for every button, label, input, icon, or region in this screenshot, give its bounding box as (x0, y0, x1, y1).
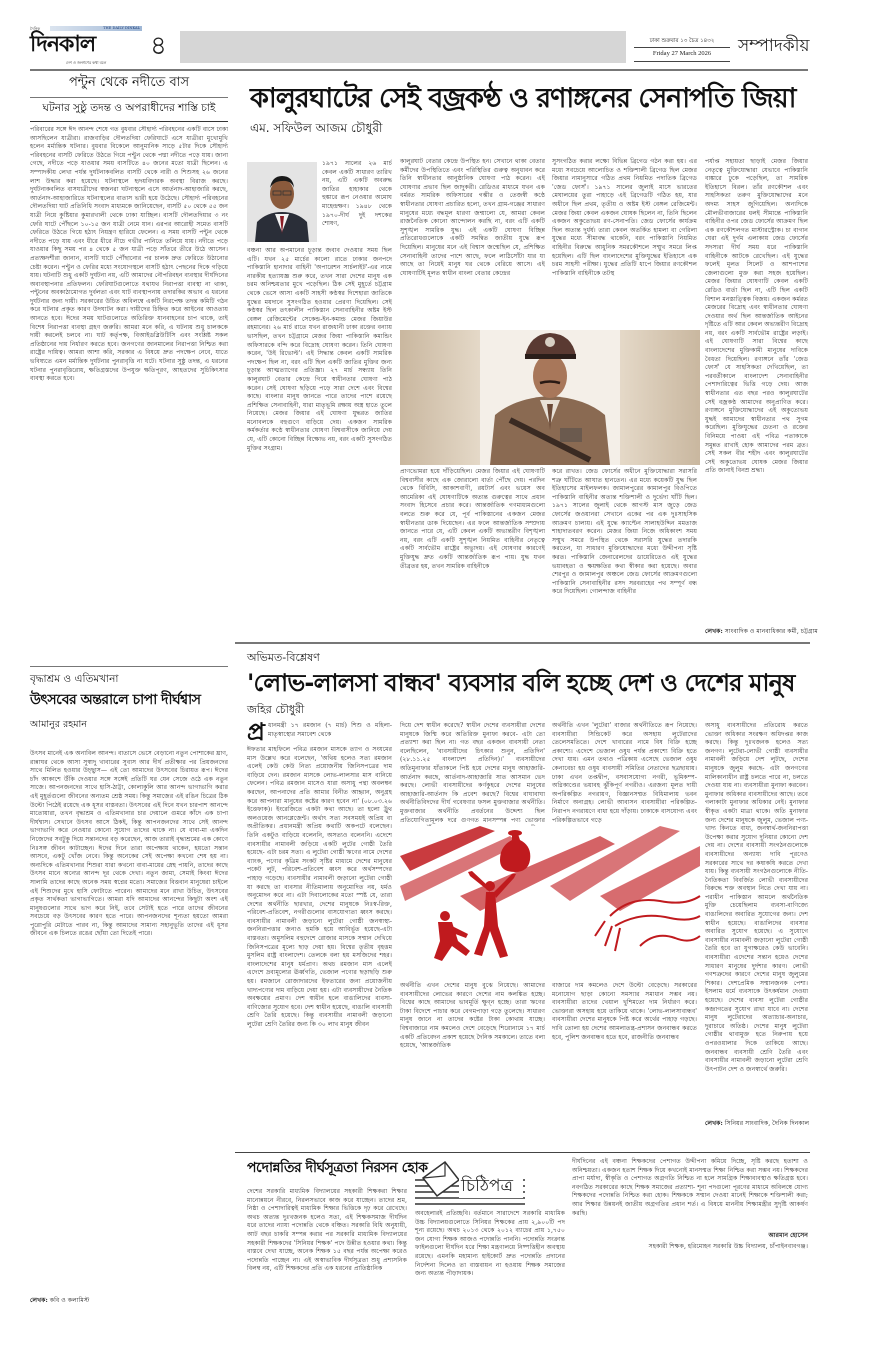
letters-section-label: চিঠিপত্র (461, 1176, 514, 1196)
lead-column-2-lower: প্রাণভোমরা হয়ে দাঁড়িয়েছিল। মেজর জিয়ার এই ঘোষণাটি বিশ্ববাসীর কাছে এক জোরালো বার্তা পৌঁছে দেয়। পরদিন থেকে বিবিসি, আকাশবাণী, রয়টার্স এবং ভয়েস অব আমেরিকা এই ঘোষণাটিকে অত্যন্ত গুরুত্বের সাথে প্রধান সংবাদ হিসেবে প্রচার করে। আন্তর্জাতিক গণমাধ্যমগুলো বলতে শুরু করে যে, পূর্ব পাকিস্তানের একজন মেজর স্বাধীনতার ডাক দিয়েছেন। এর ফলে আন্তর্জাতিক সম্প্রদায় জানতে পারে যে, এটি কেবল একটি অভ্যন্তরীণ বিশৃঙ্খলা নয়, বরং এটি একটি সুশৃঙ্খল নিয়মিত বাহিনীর নেতৃত্বে একটি সার্বভৌম রাষ্ট্রের অভ্যুদয়। এই ঘোষণার কারণেই মুক্তিযুদ্ধ দ্রুত একটি আন্তর্জাতিক রূপ পায়। যুদ্ধ যখন তীব্রতর হয়, তখন সামরিক বাহিনীকে (400, 468, 545, 570)
editorial-body: পরিবারের সঙ্গে ঈদ আনন্দ শেষে গত বুধবার সৌহার্দ্য পরিবহনের একটি বাসে ঢাকা আসছিলেন যাত্রীরা। রাজবাড়ির দৌলতদিয়া ফেরিঘাটে এসে যাত্রীরা মুখোমুখি হলেন মর্মান্তিক ঘটনার। বুধবার বিকেলে আনুমানিক সাড়ে ৫টার দিকে সৌহার্দ্য পরিবহনের বাসটি ফেরিতে উঠতে গিয়ে পন্টুন থেকে পদ্মা নদীতে পড়ে যায়। জানা গেছে, নদীতে পড়ে যাওয়ার সময় বাসটিতে ৪০ জনের মতো যাত্রী ছিলেন। এ সম্পাদকীয় লেখা পর্যন্ত দুর্ঘটনাকবলিত বাসটি থেকে নারী ও শিশুসহ ২৬ জনের লাশ উদ্ধার করা হয়েছে। ঘটনাস্থলে হৃদয়বিদারক অবস্থা বিরাজ করছে। দুর্ঘটনাকবলিত বাসযাত্রীদের স্বজনরা ঘটনাস্থলে এসে আর্তনাদ-আহাজারি করছে, আর্তনাদ-আহাজারিতে ঘটনাস্থলের বাতাস ভারী হয়ে উঠেছে। সৌহার্দ্য পরিবহনের দৌলতদিয়া ঘাট প্রতিনিধি সংবাদ মাধ্যমকে জানিয়েছেন, বাসটি ৫০ থেকে ৫৫ জন যাত্রী নিয়ে কুষ্টিয়ার কুমারখালী থেকে ঢাকা যাচ্ছিল। বাসটি দৌলতদিয়ার ৩ নং ফেরি ঘাটে পৌঁছলে ১০-১৫ জন যাত্রী নেমে যান। এরপর আরোহী সমেত বাসটি ফেরিতে উঠতে গিয়ে হঠাৎ নিয়ন্ত্রণ হারিয়ে ফেলেন। এ সময় বাসটি পন্টুন থেকে নদীতে পড়ে যায় এবং ধীরে ধীরে নীচে গভীর পানিতে তলিয়ে যায়। নদীতে পড়ে যাওয়ার কিছু সময় পর ৪ থেকে ৫ জন যাত্রী পড়ে সাঁতরে তীরে উঠে আসেন। প্রত্যক্ষদর্শীরা জানান, বাসটি ঘাটে পৌঁছানোর পর চালক দ্রুত ফেরিতে উঠানোর চেষ্টা করেন। পন্টুন ও ফেরির মধ্যে সংযোগস্থলে বাসটি হঠাৎ পেছনের দিকে গড়িয়ে যায়। ঘটনাটি শুধু একটি দুর্ঘটনা নয়, এটি আমাদের নৌপরিবহন ব্যবস্থার দীর্ঘদিনের অব্যবস্থাপনার প্রতিফলন। ফেরিঘাটগুলোতে যথাযথ নিরাপত্তা ব্যবস্থা না থাকা, পন্টুনের অবকাঠামোগত দুর্বলতা এবং ঘাট ব্যবস্থাপনায় তদারকির অভাব এ ধরনের দুর্ঘটনার জন্য দায়ী। সরকারের উচিত অবিলম্বে একটি নিরপেক্ষ তদন্ত কমিটি গঠন করে ঘটনার প্রকৃত কারণ উদঘাটন করা। দায়ীদের চিহ্নিত করে আইনের আওতায় আনতে হবে। ঈদের সময় ঘাটগুলোতে অতিরিক্ত যানবাহনের চাপ থাকে, তাই বিশেষ নিরাপত্তা ব্যবস্থা গ্রহণ জরুরি। আমরা মনে করি, এ ঘটনায় শুধু চালককে দায়ী করলেই চলবে না। ঘাট কর্তৃপক্ষ, বিআইডব্লিউটিসি এবং সংশ্লিষ্ট সকল প্রতিষ্ঠানের দায় নির্ধারণ করতে হবে। জনগণের জানমালের নিরাপত্তা নিশ্চিত করা রাষ্ট্রের দায়িত্ব। আমরা আশা করি, সরকার এ বিষয়ে দ্রুত পদক্ষেপ নেবে, যাতে ভবিষ্যতে এমন মর্মান্তিক দুর্ঘটনার পুনরাবৃত্তি না ঘটে। ঘটনার সুষ্ঠু তদন্ত, এ ধরনের ঘটনার পুনরাবৃত্তিরোধ, ক্ষতিগ্রস্তদের উপযুক্ত ক্ষতিপূরণ, আহতদের সুচিকিৎসার ব্যবস্থা করতে হবে। (30, 126, 228, 383)
letter-headline: পদোন্নতির দীর্ঘসূত্রতা নিরসন হোক (247, 1160, 428, 1176)
opinion-column-2: দিয়ে দেশ স্বাধীন করেছে? স্বাধীন দেশের ব্যবসায়ীরা দেশের মানুষকে জিম্মি করে অতিরিক্ত মুনাফা করবে- এটা তো প্রত্যাশা করা ছিল না। গত বছর একজন বাবসায়ী নেতা বলেছিলেন, 'ব্যবসায়ীদের চিৎকার শুনুন, প্রতিদিন' (২৮.১১.২৫ বাংলাদেশ প্রতিদিন)।' ব্যবসায়ীদের অতিমুনাফার যাঁতাকলে পিষ্ট হয়ে দেশের মানুষ আহাজারি-আর্তনাদ করছে, আর্তনাদ-আহাজারি সাত আসমান ভেদ করছে। লোভী ব্যবসায়ীদের কর্ণকুহরে দেশের মানুষের আহাজারি-আর্তনাদ কি প্রবেশ করছে? বিশ্বের বাঘাবাঘা অর্থনীতিবিদদের দীর্ঘ গবেষণার ফসল মুক্তবাজার অর্থনীতি। মুক্তবাজার অর্থনীতি প্রবর্তনের উদ্দেশ্য ছিল প্রতিযোগিতামূলক দরে গুণগত মানসম্পন্ন পণ্য ভোক্তার (400, 722, 545, 824)
section-title: সম্পাদকীয় (738, 36, 810, 56)
byline-label: লেখক: (30, 1297, 48, 1304)
lead-headline: কালুরঘাটের সেই বজ্রকণ্ঠ ও রণাঙ্গনের সেনাপতি জিয়া (250, 83, 796, 114)
divider (235, 642, 810, 644)
logo-name: দিনকাল (30, 32, 96, 57)
letter-column-2: অবহেলারই প্রতিচ্ছবি। বর্তমানে সারাদেশে সরকারি মাধ্যমিক উচ্চ বিদ্যালয়গুলোতে সিনিয়র শিক্ষকের প্রায় ২,৯০০টি পদ শূন্য রয়েছে। অথচ ২০১৩ থেকে ২০১২ ব্যাচের প্রায় ১,৭৫০ জন যোগ্য শিক্ষক আজও পদোন্নতি পাননি। পদোন্নতি সংক্রান্ত ফাইলগুলো দীর্ঘদিন ধরে শিক্ষা মন্ত্রণালয়ে নিষ্পত্তিহীন অবস্থায় রয়েছে। এমনকি মহামান্য হাইকোর্ট দ্রুত পদোন্নতি প্রদানের নির্দেশনা দিলেও তা বাস্তবায়ন না হওয়ায় শিক্ষক সমাজের জন্য অত্যন্ত পীড়াদায়ক। (415, 1210, 565, 1278)
divider (235, 1152, 810, 1153)
feature-body: উৎসব মানেই এক অনাবিল আনন্দ। বাতাসে ভেসে বেড়ানো নতুন পোশাকের ঘ্রাণ, রান্নাঘর থেকে আসা সুস্বাদু খাবারের সুবাস আর দীর্ঘ প্রতীক্ষার পর প্রিয়জনদের সাথে মিলিত হওয়ার উচ্ছ্বাস— এই তো আমাদের উৎসবের চিরায়ত রূপ। ঈদের চাঁদ আকাশে উঁকি দেওয়ার সঙ্গে সঙ্গেই প্রতিটি ঘর যেন সেজে ওঠে এক নতুন সাজে। আপনজনদের সাথে হাসি-ঠাট্টা, কোলাকুলি আর আনন্দ ভাগাভাগি করার এই মুহূর্তগুলো জীবনের অন্যতম শ্রেষ্ঠ সময়। কিন্তু সমাজের এই রঙিন চিত্রের ঠিক উল্টো পিঠেই রয়েছে এক ধূসর বাস্তবতা। উৎসবের এই দিনে যখন চারপাশ আনন্দে মাতোয়ারা, তখন বৃদ্ধাশ্রম ও এতিমখানার চার দেয়ালে গুমরে কাঁদে এক চাপা দীর্ঘশ্বাস। সেখানে উৎসব আসে ঠিকই, কিন্তু আপনজনদের সাথে সেই আনন্দ ভাগাভাগি করে নেওয়ার কোনো সুযোগ তাদের থাকে না। যে বাবা-মা একদিন নিজেদের সবটুকু দিয়ে সন্তানদের বড় করেছেন, আজ তারাই বৃদ্ধাশ্রমের এক কোণে নিঃসঙ্গ জীবন কাটাচ্ছেন। ঈদের দিনে তারা অপেক্ষায় থাকেন, হয়তো সন্তান আসবে, একটু খোঁজ নেবে। কিন্তু অনেকের সেই অপেক্ষা কখনো শেষ হয় না। অন্যদিকে এতিমখানার শিশুরা যারা কখনো বাবা-মায়ের স্নেহ পায়নি, তাদের কাছে উৎসব মানে অন্যের আনন্দ দূর থেকে দেখা। নতুন জামা, সেমাই কিংবা ঈদের সালামি তাদের কাছে অনেক সময় স্বপ্নের মতো। সমাজের বিত্তবান মানুষেরা চাইলে এই শিশুদের মুখে হাসি ফোটাতে পারেন। আমাদের মনে রাখা উচিত, উৎসবের প্রকৃত সার্থকতা ভাগাভাগিতে। আমরা যদি আমাদের আনন্দের কিছুটা অংশ এই মানুষগুলোর সাথে ভাগ করে নিই, তবে সেটাই হতে পারে তাদের জীবনের সবচেয়ে বড় উৎসবের কারণ হতে পারে। আপনজনদের শূন্যতা হয়তো আমরা পুরোপুরি মেটাতে পারব না, কিন্তু আমাদের সামান্য সহানুভূতি তাদের এই ধূসর জীবনে এক চিলতে রঙের ছোঁয়া তো দিতেই পারে। (30, 750, 228, 938)
date-english: Friday 27 March 2026 (634, 48, 730, 62)
lead-column-1-top: ১৯৭১ সালের ২৬ মার্চ কেবল একটি সাধারণ তারিখ নয়, এটি একটি অবরুদ্ধ জাতির হাহাকার থেকে হুঙ্কারে রূপ নেওয়ার অমোঘ মাহেন্দ্রক্ষণ। ১৯৪৮ থেকে ১৯৭০-দীর্ঘ দুই দশকের শোষণ, (322, 160, 392, 228)
lead-column-1: বঞ্চনা আর অপমানের চূড়ান্ত জবাব দেওয়ার সময় ছিল এটি। যখন ২৫ মার্চের কালো রাতে ঢাকার জনপদে পাকিস্তানি হানাদার বাহিনী 'অপারেশন সার্চলাইট'-এর নামে নারকীয় হত্যাযজ্ঞ শুরু করে, তখন সারা দেশের মানুষ এক চরম অনিশ্চয়তার মুখে পড়েছিল। ঠিক সেই মুহূর্তে চট্টগ্রাম থেকে ভেসে আসা একটি সাহসী কণ্ঠস্বর দিশেহারা জাতিকে যুদ্ধের ময়দানে সুসংগঠিত হওয়ার প্রেরণা দিয়েছিল। সেই কণ্ঠস্বর ছিল তৎকালীন পাকিস্তান সেনাবাহিনীর অষ্টম ইস্ট বেঙ্গল রেজিমেন্টের সেকেন্ড-ইন-কমান্ড মেজর জিয়াউর রহমানের। ২৬ মার্চ রাতে যখন রাজধানী ঢাকা রক্তের বন্যায় ভাসছিল, তখন চট্টগ্রামে মেজর জিয়া পাকিস্তানি কমান্ডিং অফিসারকে বন্দি করে বিদ্রোহ ঘোষণা করেন। তিনি ঘোষণা করেন, 'উই রিভোল্ট'। এই সিদ্ধান্ত কেবল একটি সামরিক পদক্ষেপ ছিল না, বরং এটি ছিল একটি জাতির মুক্তির জন্য চূড়ান্ত আত্মত্যাগের প্রতিজ্ঞা। ২৭ মার্চ সন্ধ্যায় তিনি কালুরঘাট বেতার কেন্দ্রে গিয়ে স্বাধীনতার ঘোষণা পাঠ করেন। সেই ঘোষণা ছড়িয়ে পড়ে সারা দেশে এবং বিশ্বের কাছে। বাংলার মানুষ জানতে পারে তাদের পাশে রয়েছে প্রশিক্ষিত সেনাবাহিনী, যারা মাতৃভূমি রক্ষায় অস্ত্র হাতে তুলে নিয়েছে। মেজর জিয়ার এই ঘোষণা যুদ্ধরত জাতির মনোবলকে বহুগুণে বাড়িয়ে দেয়। একজন সামরিক কর্মকর্তার কণ্ঠে স্বাধীনতার ঘোষণা বিশ্ববাসীকে জানিয়ে দেয় যে, এটি কোনো বিচ্ছিন্ন বিক্ষোভ নয়, বরং একটি সুসংগঠিত মুক্তির সংগ্রাম। (247, 247, 392, 452)
date-bengali: ঢাকা শুক্রবার ১৩ চৈত্র ১৪৩২ (634, 30, 730, 48)
ziaur-rahman-photo (400, 330, 700, 465)
logo-strip (50, 26, 142, 31)
illustration-image (400, 826, 700, 976)
logo-tagline: দেশ ও জনগণের কথা বলে (66, 60, 107, 65)
logo-english-name: THE DAILY DINKAL (103, 26, 140, 30)
letter-signature-name: আরমান হোসেন (768, 1232, 808, 1239)
opinion-kicker: অভিমত-বিশ্লেষণ (247, 651, 320, 664)
opinion-column-4: অসাধু ব্যবসায়ীদের প্রতিরোধ করতে ভোক্তা অধিকার সংরক্ষণ অধিদপ্তর কাজ করছে। কিন্তু দুঃখজনক হলেও সত্য জনগণ। লুটেরা-লোভী গোষ্ঠী ব্যবসায়ীর নামাবলী জড়িয়ে দেশ লুটছে, দেশের মানুষকে জুলুম করছে- এটা জনগণের মালিকানাধীন রাষ্ট্র চলতে পারে না, চলতে দেওয়া যায় না। ব্যবসায়ীরা মুনাফা করবেন। মুনাফার অধিকার ব্যবসায়ীদের আছে। তবে গলাকাটা মুনাফার অধিকার নেই। মুনাফার স্বীকৃত একটা মাত্রা থাকে। অতি মুনাফার জন্য দেশের মানুষকে জুলুম, ভেজাল পণ্য-খাদ্য কিনতে বাধ্য, জনস্বার্থ-জননিরাপত্তা উপেক্ষা করার সুযোগ দুনিয়ার কোনো দেশ দেয় না। দেশের ব্যবসায়ী সংগঠনগুলোকে ব্যবসায়ীদের অন্যায্য দাবি পূরণেও সরকারের সাথে দর কষাকষি করতে দেখা যায়। কিন্তু ব্যবসায়ী সংগঠনগুলোকে নীতি-নৈতিকতা বিবর্জিত লোভী ব্যবসায়ীদের বিরুদ্ধে শক্ত অবস্থান নিতে দেখা যায় না। পরাধীন পাকিস্তান আমলে অর্থনৈতিক মুক্তি চেয়েছিলাম ব্যবসা-বাণিজ্যে বাঙালিদের অবারিত সুযোগের জন্য। দেশ স্বাধীন হয়েছে। বাঙালিদের ব্যবসার অবারিত সুযোগ হয়েছে। এ সুযোগে ব্যবসায়ীর নামাবলী জড়ানো লুটেরা গোষ্ঠী তৈরি হবে তা যুগাক্ষরেও কেউ ভাবেনি। ব্যবসায়ীরা এদেশের সন্তান হয়েও দেশের সাধারণ মানুষের দুর্দশার কারণ। লোভী গণশত্রুদের কারণে দেশের মানুষ জুলুমের শিকার। দেশপ্রেমিক সম্মানজনক পেশা। ইসলাম ধর্মে ব্যবসাকে উৎকর্ষমান দেওয়া হয়েছে। দেশের ব্যবসা লুটেরা গোষ্ঠীর কব্জাগতের সুযোগ রাখা যাবে না। দেশের মানুষ লুটেরাদের অত্যাচার-অনাচার, দুরাচারে অতিষ্ঠ। দেশের মানুষ লুটেরা গোষ্ঠীর থাবামুক্ত হতে নিরুপায় হয়ে ওপরওয়ালার দিকে তাকিয়ে আছে। জনবান্ধব ব্যবসায়ী শ্রেণি তৈরি এবং ব্যবসায়ীর নামাবলী জড়ানো লুটেরা শ্রেণি উৎপাটন দেশ ও জনস্বার্থে জরুরি। (705, 722, 808, 1073)
editorial-subhead: ঘটনার সুষ্ঠু তদন্ত ও অপরাধীদের শাস্তি চাই (42, 102, 216, 114)
feature-author: আমানুর রহমান (30, 719, 87, 730)
opinion-column-1: ঈফতার মাহফিলে পবিত্র রমজান মাসকে ত্যাগ ও সংযমের মাস উল্লেখ করে বলেছেন, 'অথিয় হলেও সত্য রমজান এলেই কেউ কেউ নিত্য প্রয়োজনীয় জিনিসপত্রের দাম বাড়িয়ে দেন। রমজান মাসকে লোভ-লালসার মাস বানিয়ে ফেলেন। পবিত্র রমজান মাসেও যারা অসাধু পন্থা অবলম্বন করছেন, আপনাদের প্রতি আমার বিনীত আহ্বান, অনুগ্রহ করে আপনারা মানুষের কষ্টের কারণ হবেন না' (০৮.০৩.২৬ ইত্তেফাক)। ইংরেজিতে একটা কথা আছে। তা হলো ট্রুথ অলওয়েজ আনপ্লেজেন্ট। অর্থাৎ সত্য সবসময়ই অপ্রিয় বা অপ্রীতিকর। প্রধানমন্ত্রী অপ্রিয় কথাটি অকপটে বলেছেন। তিনি একটুও বাড়িয়ে বলেননি, অসত্যও বলেননি। এদেশে ব্যবসায়ীর নামাবলী জড়িয়ে একটি লুটের গোষ্ঠী তৈরি হয়েছে- এটা চরম সত্য। এ লুটেরা গোষ্ঠী ঋণের নামে দেশের ব্যাংক, পণ্যের কৃত্রিম সংকট সৃষ্টির মাধ্যমে দেশের মানুষের পকেট লুট, পরিবেশ-প্রতিবেশ ধ্বংস করে অর্থসম্পদের পাহাড় গড়েছে। ব্যবসায়ীর নামাবলী জড়ানো লুটেরা গোষ্ঠী যা করছে তা ব্যবসার নীতিমালায় অনুমোদিত নয়, ধর্মও অনুমোদন করে না। এটা দিবালোকের মতো স্পষ্ট যে, তারা দেশের অর্থনীতি ছারখার, দেশের মানুষকে নিঃস্ব-রিক্ত, পরিবেশ-প্রতিবেশ, নগরীগুলোর বাসযোগ্যতা ধ্বংস করছে। ব্যবসায়ীর নামাবলী জড়ানো লুটেরা গোষ্ঠী জনস্বাস্থ্য-জননিরাপত্তার জন্যও হুমকি হয়ে আবির্ভূত হয়েছে-এটা বাস্তবতা। অমুসলিম বহুদেশে রোজার মাসকে সম্মান দেখিয়ে জিনিসপত্রের মূল্যে ছাড় দেয়া হয়। বিশ্বের তৃতীয় বৃহত্তম মুসলিম রাষ্ট্র বাংলাদেশ। তেলকে বলা হয় মসজিদের শহর। বাংলাদেশের মানুষ ধর্মপ্রাণ। অথচ রমজান মাস এলেই এদেশে দ্রব্যমূল্যের ঊর্ধ্বগতি, ভেজাল পণ্যের ছড়াছড়ি শুরু হয়। রমজানে রোজাদারদের ইফতারের জন্য প্রয়োজনীয় খাদ্যপণ্যের দাম বাড়িয়ে দেয়া হয়। এটা ব্যবসায়ীদের নৈতিক অবক্ষয়ের প্রমাণ। দেশ স্বাধীন হলে বাঙালিদের ব্যবসা-বাণিজ্যের সুযোগ হবে। দেশ স্বাধীন হয়েছে, বাঙালি ব্যবসায়ী শ্রেণি তৈরি হয়েছে। কিন্তু ব্যবসায়ীর নামাবলী জড়ানো লুটেরা শ্রেণি তৈরির জন্য কি ৩০ লাখ মানুষ জীবন (247, 746, 392, 1028)
editorial-headline: পন্টুন থেকে নদীতে বাস (68, 75, 190, 90)
opinion-byline (705, 1120, 808, 1128)
opinion-column-1-first: ধানমন্ত্রী ১৭ রমজান (৭ মার্চ) শিশু ও মহিলা-মাতৃস্বাস্থ্যের সমাবেশ থেকে (268, 722, 392, 738)
letter-signature-title: সহকারী শিক্ষক, হরিমোহন সরকারি উচ্চ বিদ্যালয়, চাঁপাইনবাবগঞ্জ। (648, 1243, 808, 1250)
opinion-headline: 'লোভ-লালসা বান্ধব' ব্যবসার বলি হচ্ছে দেশ ও দেশের মানুষ (247, 669, 795, 697)
divider (30, 666, 228, 667)
letters-section-logo (415, 1158, 525, 1206)
military-portrait-image (400, 330, 700, 465)
author-portrait-image (247, 162, 317, 242)
opinion-column-2-lower: অর্থনীতি এখন দেশের মানুষ বুঝে নিয়েছে। আমাদের ব্যবসায়ীদের লোভের কারণে দেশের নাম কলঙ্কিত হচ্ছে। বিশ্বের কাছে আমাদের ভাবমূর্তি ক্ষুণ্ন হচ্ছে। তারা ঋণের টাকা বিদেশে পাচার করে বেগমপাড়া গড়ে তুলেছে। সাধারণ মানুষ জানে না তাদের কষ্টের টাকা কোথায় যাচ্ছে। বিশ্ববাজারে নাম কমলেও দেশে বেড়েছে শিরোনামে ১৭ মার্চ একটি প্রতিবেদন প্রকাশ হয়েছে দৈনিক সমকালে। তাতে বলা হয়েছে, 'আন্তর্জাতিক (400, 982, 545, 1050)
lead-column-4: পর্যাপ্ত সহায়তা ছাড়াই মেজর জিয়ার নেতৃত্বে মুক্তিযোদ্ধারা যেভাবে পাকিস্তানি বাঙ্কারে ঢুকে পড়েছিল, তা সামরিক ইতিহাসে বিরল। তাঁর রণকৌশল এবং সাহসিকতা তরুণ মুক্তিযোদ্ধাদের মনে অদম্য সাহস জুগিয়েছিল। অন্যদিকে মৌলভীবাজারের ধলই সীমান্তে পাকিস্তানি বাহিনীর ওপর জেড ফোর্সের আক্রমণ ছিল এক রণকৌশলগত মাস্টারস্ট্রোক। চা বাগান ঘেরা এই দুর্গম এলাকায় জেড ফোর্সের সদস্যরা দীর্ঘ সময় ধরে পাকিস্তানি বাহিনীকে আটকে রেখেছিল। এই যুদ্ধের ফলেই মূলত সিলেট ও আশপাশের জেলাগুলো মুক্ত করা সহজ হয়েছিল। মেজর জিয়ার ঘোষণাটি কেবল একটি রেডিও বার্তা ছিল না, এটি ছিল একটি বিশাল মনস্তাত্ত্বিক বিজয়। একজন কর্মরত মেজরের বিদ্রোহ এবং স্বাধীনতার ঘোষণা দেওয়ার অর্থ ছিল আন্তর্জাতিক আইনের দৃষ্টিতে এটি আর কেবল অভ্যন্তরীণ বিদ্রোহ নয়, বরং একটি সার্বভৌম রাষ্ট্রের লড়াই। এই ঘোষণাটি সারা বিশ্বের কাছে বাংলাদেশের মুক্তিকামী মানুষের দাবিকে বৈধতা দিয়েছিল। রণাঙ্গনে তাঁর 'জেড ফোর্স' যে সাহসিকতা দেখিয়েছিল, তা পরবর্তীকালে বাংলাদেশ সেনাবাহিনীর পেশাদারিত্বের ভিত্তি গড়ে দেয়। আজ স্বাধীনতার এত বছর পরও কালুরঘাটের সেই বজ্রকণ্ঠ আমাদের অনুপ্রাণিত করে। রণাঙ্গনে মুক্তিযোদ্ধাদের এই অকুতোভয় যুদ্ধই আমাদের স্বাধীনতার পথ সুগম করেছিল। মুক্তিযুদ্ধের চেতনা ও রক্তের বিনিময়ে পাওয়া এই পবিত্র পতাকাকে সমুন্নত রাখাই হোক আমাদের পরম ব্রত। সেই সকল বীর শহীদ এবং কালুরঘাটের সেই অকুতোভয় ঘোষক মেজর জিয়ার প্রতি জানাই বিনম্র শ্রদ্ধা। (705, 158, 808, 475)
lead-author: এম. সফিউল আজম চৌধুরী (250, 121, 383, 135)
logo-daily-label: দৈনিক (30, 26, 41, 31)
divider (30, 121, 228, 122)
opinion-column-3: অর্থনীতি এখন 'লুটেরা' বাজার অর্থনীতিতে রূপ নিয়েছে। ব্যবসায়ীরা সিন্ডিকেট করে অসহায় লুটেরাদের তেলেসমতিতে। দেশে খাবারের নামে বিষ বিক্রি হচ্ছে প্রকাশ্যে। এদেশে ভেজাল ওষুধ পর্যন্ত প্রকাশ্যে বিক্রি হতে দেখা যায়। এমন তথ্যও পত্রিকায় এসেছে ভেজাল ওষুধ কেনাবেচা হয় ওষুধ ব্যবসায়ী সমিতির নেতাদের ছত্রছায়ায়। ঢাকা এখন তপ্তদ্বীপ, বসবাসযোগ্য নগরী, ভূমিকম্প-অগ্নিকাণ্ডের ভয়াবহ ঝুঁকিপূর্ণ নগরীও। এরজন্য মূলত দায়ী অপরিকল্পিত নগরায়ণ, বিজ্ঞানসম্মত বিধিমালায় ভবন নির্মাণে অনাগ্রহ। লোভী আবাসন ব্যবসায়ীরা পরিকল্পিত-নিরাপদ নগরায়ণে বাধা হয়ে দাঁড়ায়। ঢাকাকে বাসযোগ্য এবং পরিকল্পিতভাবে গড়ে (552, 722, 697, 824)
date-box (634, 30, 730, 66)
feature-headline: উৎসবের অন্তরালে চাপা দীর্ঘশ্বাস (30, 692, 201, 708)
byline-text: সাংবাদিক ও মানবাধিকার কর্মী, চট্টগ্রাম (724, 628, 818, 635)
letter-column-1: দেশের সরকারি মাধ্যমিক বিদ্যালয়ের সহকারী শিক্ষকরা শিক্ষার মানোন্নয়নে নীরবে, নিরলসভাবে কাজ করে যাচ্ছেন। তাদের শ্রম, নিষ্ঠা ও পেশাদারিত্বই মাধ্যমিক শিক্ষার ভিত্তিকে দৃঢ় করে রেখেছে। অথচ অত্যন্ত দুঃখজনক হলেও সত্য, এই শিক্ষকসমাজ দীর্ঘদিন ধরে তাদের ন্যায্য পদোন্নতি থেকে বঞ্চিত। সরকারি বিধি অনুযায়ী, আট বছর চাকরি সম্পন্ন করার পর সরকারি মাধ্যমিক বিদ্যালয়ের সহকারী শিক্ষকদের 'সিনিয়র শিক্ষক' পদে উন্নীত হওয়ার কথা। কিন্তু বাস্তবে দেখা যাচ্ছে, অনেক শিক্ষক ১৫ বছর পর্যন্ত অপেক্ষা করেও পদোন্নতি পাচ্ছেন না। এই অস্বাভাবিক দীর্ঘসূত্রতা শুধু প্রশাসনিক বিলম্ব নয়, এটি শিক্ষকদের প্রতি এক ধরনের প্রাতিষ্ঠানিক (247, 1188, 407, 1273)
page-number: ৪ (150, 31, 167, 61)
lead-column-2: কালুরঘাট বেতার কেন্দ্রে উপস্থিত হন। সেখানে থাকা বেতার কর্মীদের উপস্থিতিতে এবং পরিস্থিতির গুরুত্ব অনুধাবন করে তিনি স্বাধীনতার আনুষ্ঠানিক ঘোষণা পাঠ করেন। এই ঘোষণার প্রভাব ছিল জাদুকরী। রেডিওর মাধ্যমে যখন এক বর্মরত সামরিক অফিসারের গম্ভীর ও তেজস্বী কণ্ঠে স্বাধীনতার ঘোষণা প্রচারিত হলো, তখন গ্রাম-গঞ্জের সাধারণ মানুষের মধ্যে বদ্ধমূল ধারণা জন্মালো যে, আমরা কেবল রাজনৈতিক কোনো আন্দোলন করছি না, বরং এটি একটি সুশৃঙ্খল সামরিক যুদ্ধ। এই একটি ঘোষণা বিচ্ছিন্ন প্রতিরোধগুলোকে একটি সমন্বিত জাতীয় যুদ্ধে রূপ দিয়েছিল। মানুষের মনে এই বিশ্বাস জন্মেছিল যে, প্রশিক্ষিত সেনাবাহিনী তাদের পাশে আছে, ফলে লাঠিসোঁটা যার যা আছে তা নিয়েই মানুষ ঘর থেকে বেরিয়ে আসে। এই ঘোষণাটিই মূলত স্বাধীন বাংলা বেতার কেন্দ্রের (400, 158, 545, 277)
greed-illustration (400, 826, 700, 976)
author-photo (247, 162, 317, 242)
byline-text: কবি ও কলামিস্ট (49, 1297, 90, 1304)
divider (30, 97, 228, 98)
feature-byline (30, 1296, 228, 1305)
drop-cap: প্র (247, 717, 265, 746)
masthead-rule (30, 69, 808, 71)
byline-label: লেখক: (705, 1120, 723, 1127)
byline-text: সিনিয়র সাংবাদিক, দৈনিক দিনকাল (724, 1120, 810, 1127)
masthead-grey-bar (180, 31, 626, 63)
feature-kicker: বৃদ্ধাশ্রম ও এতিমখানা (30, 673, 119, 685)
opinion-author: জহির চৌধুরী (247, 703, 305, 716)
byline-label: লেখক: (705, 628, 723, 635)
newspaper-logo[interactable] (30, 26, 145, 68)
lead-column-3-lower: করে রাখত। জেড ফোর্সের অধীনে মুক্তিযোদ্ধারা সরাসরি শত্রু ঘাঁটিতে আঘাত হানতেন। এর মধ্যে কয়েকটি যুদ্ধ ছিল ইতিহাসের মাইলফলক। জামালপুরের কামালপুর বিওপিতে পাকিস্তানি বাহিনীর অত্যন্ত শক্তিশালী ও দুর্ভেদ্য ঘাঁটি ছিল। ১৯৭১ সালের জুলাই থেকে আগস্ট মাস জুড়ে জেড ফোর্সের জওয়ানরা সেখানে একের পর এক দুঃসাহসিক আক্রমণ চালায়। এই যুদ্ধে ক্যাপ্টেন সালাহউদ্দিন মমতাজ শাহাদাতবরণ করেন। মেজর জিয়া নিজে অধিকাংশ সময় সম্মুখ সমরে উপস্থিত থেকে সরাসরি যুদ্ধের তদারকি করতেন, যা সাধারণ মুক্তিযোদ্ধাদের মধ্যে উদ্দীপনা সৃষ্টি করত। পাকিস্তানি জেনারেলদের ডায়েরিতেও এই যুদ্ধের ভয়াবহতা ও ক্ষয়ক্ষতির কথা স্বীকার করা হয়েছে। অবার শেরপুর ও জামালপুর অঞ্চলে জেড ফোর্সের আক্রমণগুলো পাকিস্তানি সেনাবাহিনীর রসদ সরবরাহের পথ সম্পূর্ণ বন্ধ করে দিয়েছিল। গোলন্দাজ বাহিনীর (552, 468, 697, 596)
letter-column-3: দীর্ঘদিনের এই বঞ্চনা শিক্ষকদের পেশাগত উদ্দীপনা কমিয়ে দিচ্ছে, সৃষ্টি করছে হতাশা ও অনিশ্চয়তা। একজন হতাশ শিক্ষক দিয়ে কখনোই মানসম্মত শিক্ষা নিশ্চিত করা সম্ভব নয়। শিক্ষকদের প্রাপ্য মর্যাদা, স্বীকৃতি ও পেশাগত অগ্রগতি নিশ্চিত না হলে সামগ্রিক শিক্ষাব্যবস্থাও ক্ষতিগ্রস্ত হবে। নবগঠিত সরকারের কাছে শিক্ষক সমাজের প্রত্যাশা- শূন্য পদগুলো পূরণের মাধ্যমে অবিলম্বে যোগ্য শিক্ষকদের পদোন্নতি নিশ্চিত করা হোক। শিক্ষককে সম্মান দেওয়া মানেই শিক্ষাকে শক্তিশালী করা; আর শিক্ষার উন্নয়নই জাতীয় অগ্রগতির প্রধান শর্ত। এ বিষয়ে মাননীয় শিক্ষামন্ত্রীর সুদৃষ্টি আকর্ষণ করছি। (572, 1158, 808, 1217)
lead-column-3: সুসংগঠিত করার লক্ষ্যে বিভিন্ন ব্রিগেড গঠন করা হয়। এর মধ্যে সবচেয়ে আলোচিত ও শক্তিশালী ব্রিগেড ছিল মেজর জিয়ার নামানুসারে গঠিত প্রথম নিয়মিত পদাতিক ব্রিগেড 'জেড ফোর্স'। ১৯৭১ সালের জুলাই মাসে ভারতের মেঘালয়ের তুরা পাহাড়ে এই ব্রিগেডটি গঠিত হয়, যার অধীনে ছিল প্রথম, তৃতীয় ও অষ্টম ইস্ট বেঙ্গল রেজিমেন্ট। মেজর জিয়া কেবল একজন ঘোষক ছিলেন না, তিনি ছিলেন একজন অকুতোভয় রণ-সেনাপতি। জেড ফোর্সের কার্যক্রম ছিল অত্যন্ত দুর্ধর্ষ। তারা কেবল অতর্কিত হামলা বা গেরিলা যুদ্ধের মধ্যে সীমাবদ্ধ থাকেনি, বরং পাকিস্তানি নিয়মিত বাহিনীর বিরুদ্ধে আধুনিক সমরকৌশলে সম্মুখ সমরে লিপ্ত হয়েছিল। এটি ছিল বাংলাদেশের মুক্তিযুদ্ধের ইতিহাসে এক চরম সাহসী পরীক্ষা। যুদ্ধের প্রতিটি ধাপে জিয়ার রণকৌশল পাকিস্তানি বাহিনীকে তটস্থ (552, 158, 697, 277)
opinion-column-3-lower: বাজারে দাম কমলেও দেশে উল্টো বেড়েছে। সরকারের মনোযোগ ছাড়া কোনো সমস্যার সমাধান সম্ভব নয়। ব্যবসায়ীরা তাদের খেয়াল খুশিমতো দাম নির্ধারণ করে। ভোক্তারা অসহায় হয়ে তাকিয়ে থাকে। 'লোভ-লালসাবান্ধব' ব্যবসায়ীরা দেশের মানুষকে পিষ্ট করে অর্থের পাহাড় গড়ছে। দাবি তোলা হয় দেশের আমলাতন্ত্র-প্রশাসন জনবান্ধব করতে হবে, পুলিশ জনবান্ধব হতে হবে, রাজনীতি জনবান্ধব (552, 982, 697, 1041)
lead-byline (705, 628, 818, 636)
